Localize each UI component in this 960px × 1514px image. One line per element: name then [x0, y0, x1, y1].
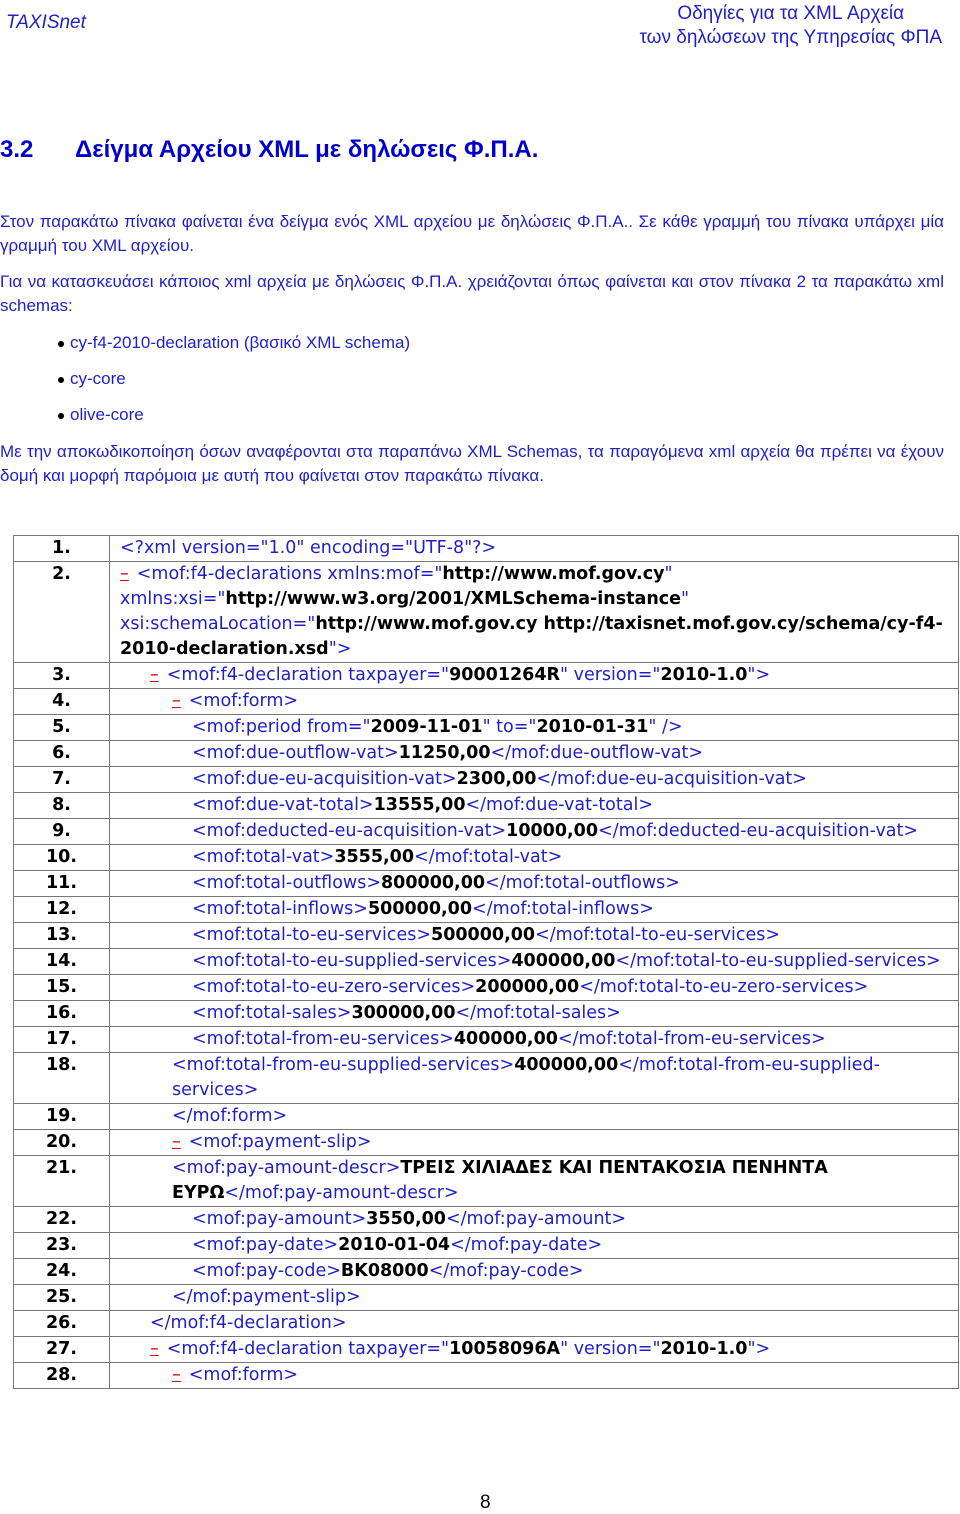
xml-line: [110, 1337, 959, 1363]
xml-markup: <mof:form>: [188, 691, 299, 711]
xml-markup: <mof:pay-amount-descr>: [172, 1158, 401, 1178]
line-number: 26.: [14, 1311, 110, 1337]
table-row: [14, 562, 959, 663]
xml-line: [110, 663, 959, 689]
xml-line: [110, 1001, 959, 1027]
xml-line: [110, 562, 959, 663]
list-item-label: cy-core: [70, 369, 126, 388]
xml-value: 800000,00: [381, 873, 486, 893]
line-number: 16.: [14, 1001, 110, 1027]
collapse-dash-icon[interactable]: –: [150, 665, 159, 685]
xml-markup: </mof:total-outflows>: [485, 873, 680, 893]
xml-line: [110, 1311, 959, 1337]
xml-markup: <mof:total-vat>: [192, 847, 335, 867]
table-row: [14, 663, 959, 689]
line-number: 11.: [14, 871, 110, 897]
schema-list: [58, 331, 410, 439]
table-row: [14, 1156, 959, 1207]
xml-markup: <mof:pay-date>: [192, 1235, 339, 1255]
bullet-icon: [58, 341, 64, 347]
list-item: [58, 331, 410, 367]
table-row: [14, 923, 959, 949]
section-heading: [0, 136, 538, 164]
xml-markup: </mof:form>: [172, 1106, 288, 1126]
line-number: 28.: [14, 1363, 110, 1389]
xml-line: [110, 1104, 959, 1130]
line-number: 22.: [14, 1207, 110, 1233]
xml-value: 400000,00: [514, 1055, 619, 1075]
list-item: [58, 367, 410, 403]
xml-value: 2010-1.0: [660, 1339, 748, 1359]
xml-value: 13555,00: [373, 795, 466, 815]
line-number: 4.: [14, 689, 110, 715]
xml-markup: " xmlns:xsi=": [120, 564, 673, 609]
xml-value: 10000,00: [506, 821, 599, 841]
xml-markup: <mof:total-to-eu-zero-services>: [192, 977, 476, 997]
xml-markup: </mof:due-vat-total>: [465, 795, 653, 815]
line-number: 9.: [14, 819, 110, 845]
xml-line: [110, 923, 959, 949]
xml-markup: <mof:f4-declaration taxpayer=": [166, 665, 450, 685]
xml-value: ΤΡΕΙΣ ΧΙΛΙΑΔΕΣ ΚΑΙ ΠΕΝΤΑΚΟΣΙΑ ΠΕΝΗΝΤΑ ΕΥΡΩ: [172, 1158, 828, 1203]
xml-value: 90001264R: [449, 665, 560, 685]
line-number: 1.: [14, 536, 110, 562]
xml-line: [110, 975, 959, 1001]
line-number: 19.: [14, 1104, 110, 1130]
line-number: 5.: [14, 715, 110, 741]
xml-markup: <mof:total-outflows>: [192, 873, 381, 893]
line-number: 24.: [14, 1259, 110, 1285]
xml-line: [110, 1130, 959, 1156]
xml-markup: </mof:f4-declaration>: [150, 1313, 347, 1333]
xml-markup: " xsi:schemaLocation=": [120, 589, 690, 634]
line-number: 3.: [14, 663, 110, 689]
xml-value: 2009-11-01: [370, 717, 483, 737]
xml-line: [110, 793, 959, 819]
xml-markup: <mof:total-inflows>: [192, 899, 368, 919]
table-row: [14, 741, 959, 767]
line-number: 18.: [14, 1053, 110, 1104]
table-row: [14, 871, 959, 897]
xml-markup: <?xml version="1.0" encoding="UTF-8"?>: [120, 538, 497, 558]
xml-markup: </mof:total-sales>: [455, 1003, 621, 1023]
xml-markup: ">: [747, 1339, 771, 1359]
xml-markup: <mof:deducted-eu-acquisition-vat>: [192, 821, 507, 841]
table-row: [14, 1259, 959, 1285]
xml-markup: <mof:due-eu-acquisition-vat>: [192, 769, 457, 789]
intro-paragraph: Στον παρακάτω πίνακα φαίνεται ένα δείγμα ενός XML αρχείου με δηλώσεις Φ.Π.Α.. Σε κάθε γραμμή του πίνακα υπάρχει μία γραμμή του XML αρχείου.: [0, 212, 944, 255]
xml-markup: </mof:pay-date>: [450, 1235, 603, 1255]
xml-markup: <mof:due-outflow-vat>: [192, 743, 399, 763]
table-row: [14, 793, 959, 819]
xml-value: 3550,00: [366, 1209, 446, 1229]
xml-value: 11250,00: [398, 743, 491, 763]
xml-markup: " to=": [482, 717, 537, 737]
xml-value: BK08000: [340, 1261, 429, 1281]
xml-markup: </mof:total-from-eu-services>: [557, 1029, 826, 1049]
xml-value: 2010-01-04: [338, 1235, 451, 1255]
table-row: [14, 975, 959, 1001]
xml-line: [110, 819, 959, 845]
xml-markup: <mof:form>: [188, 1365, 299, 1385]
structure-paragraph: Με την αποκωδικοποίηση όσων αναφέρονται στα παραπάνω XML Schemas, τα παραγόμενα xml αρχεία θα πρέπει να έχουν δομή και μορφή παρόμοια με αυτή που φαίνεται στον παρακάτω πίνακα.: [0, 442, 944, 485]
line-number: 23.: [14, 1233, 110, 1259]
xml-value: 400000,00: [453, 1029, 558, 1049]
xml-markup: </mof:total-to-eu-supplied-services>: [615, 951, 941, 971]
list-item-label: olive-core: [70, 405, 144, 424]
xml-value: http://www.w3.org/2001/XMLSchema-instance: [225, 589, 682, 609]
line-number: 21.: [14, 1156, 110, 1207]
xml-line: [110, 536, 959, 562]
xml-value: 300000,00: [351, 1003, 456, 1023]
xml-markup: </mof:pay-amount>: [445, 1209, 627, 1229]
line-number: 8.: [14, 793, 110, 819]
line-number: 7.: [14, 767, 110, 793]
header-title: [639, 2, 942, 50]
xml-line: [110, 1156, 959, 1207]
table-row: [14, 845, 959, 871]
xml-line: [110, 897, 959, 923]
xml-line: [110, 1363, 959, 1389]
table-row: [14, 1027, 959, 1053]
xml-markup: </mof:due-outflow-vat>: [490, 743, 704, 763]
table-row: [14, 767, 959, 793]
collapse-dash-icon[interactable]: –: [150, 1339, 159, 1359]
xml-value: 500000,00: [431, 925, 536, 945]
xml-markup: " version=": [560, 665, 661, 685]
xml-markup: </mof:total-inflows>: [472, 899, 654, 919]
xml-markup: <mof:f4-declarations xmlns:mof=": [136, 564, 443, 584]
table-row: [14, 1053, 959, 1104]
line-number: 27.: [14, 1337, 110, 1363]
table-row: [14, 1207, 959, 1233]
xml-markup: <mof:period from=": [192, 717, 371, 737]
table-row: [14, 1337, 959, 1363]
line-number: 25.: [14, 1285, 110, 1311]
line-number: 20.: [14, 1130, 110, 1156]
xml-markup: <mof:total-to-eu-services>: [192, 925, 432, 945]
xml-markup: " version=": [560, 1339, 661, 1359]
xml-markup: <mof:f4-declaration taxpayer=": [166, 1339, 450, 1359]
xml-line: [110, 1259, 959, 1285]
table-row: [14, 1285, 959, 1311]
bullet-icon: [58, 377, 64, 383]
xml-value: 3555,00: [334, 847, 415, 867]
line-number: 14.: [14, 949, 110, 975]
xml-line: [110, 1233, 959, 1259]
xml-markup: </mof:deducted-eu-acquisition-vat>: [598, 821, 919, 841]
xml-line: [110, 949, 959, 975]
table-row: [14, 1363, 959, 1389]
list-item-label: cy-f4-2010-declaration (βασικό XML schema): [70, 333, 411, 352]
xml-markup: <mof:pay-code>: [192, 1261, 341, 1281]
table-row: [14, 1233, 959, 1259]
line-number: 15.: [14, 975, 110, 1001]
schemas-paragraph: Για να κατασκευάσει κάποιος xml αρχεία με δηλώσεις Φ.Π.Α. χρειάζονται όπως φαίνεται και στον πίνακα 2 τα παρακάτω xml schemas:: [0, 272, 944, 315]
xml-value: 500000,00: [367, 899, 473, 919]
table-row: [14, 689, 959, 715]
xml-markup: <mof:total-from-eu-supplied-services>: [172, 1055, 515, 1075]
xml-markup: <mof:payment-slip>: [188, 1132, 372, 1152]
table-row: [14, 536, 959, 562]
xml-markup: </mof:total-to-eu-zero-services>: [579, 977, 869, 997]
xml-value: 200000,00: [475, 977, 580, 997]
xml-line: [110, 715, 959, 741]
collapse-dash-icon[interactable]: –: [172, 691, 181, 711]
xml-markup: ">: [747, 665, 771, 685]
line-number: 17.: [14, 1027, 110, 1053]
collapse-dash-icon[interactable]: –: [120, 564, 129, 584]
xml-markup: </mof:due-eu-acquisition-vat>: [536, 769, 807, 789]
header-title-line1: Οδηγίες για τα XML Αρχεία: [677, 3, 905, 24]
xml-markup: </mof:pay-code>: [428, 1261, 584, 1281]
xml-markup: </mof:total-vat>: [414, 847, 563, 867]
line-number: 13.: [14, 923, 110, 949]
xml-value: 2010-1.0: [660, 665, 748, 685]
page-number: 8: [480, 1492, 491, 1513]
xml-line: [110, 845, 959, 871]
xml-markup: <mof:total-to-eu-supplied-services>: [192, 951, 512, 971]
xml-markup: </mof:total-to-eu-services>: [535, 925, 781, 945]
section-number: 3.2: [0, 136, 34, 163]
xml-value: 400000,00: [511, 951, 616, 971]
line-number: 12.: [14, 897, 110, 923]
xml-line: [110, 1207, 959, 1233]
line-number: 6.: [14, 741, 110, 767]
xml-line: [110, 1027, 959, 1053]
xml-line: [110, 767, 959, 793]
xml-markup: </mof:total-from-eu-supplied-services>: [172, 1055, 880, 1100]
line-number: 2.: [14, 562, 110, 663]
xml-markup: <mof:due-vat-total>: [192, 795, 374, 815]
xml-markup: " />: [648, 717, 683, 737]
table-row: [14, 1001, 959, 1027]
xml-line: [110, 741, 959, 767]
collapse-dash-icon[interactable]: –: [172, 1365, 181, 1385]
xml-value: http://www.mof.gov.cy: [442, 564, 665, 584]
xml-sample-table: [13, 535, 959, 1389]
xml-value: 2010-01-31: [536, 717, 649, 737]
xml-line: [110, 1285, 959, 1311]
header-title-line2: των δηλώσεων της Υπηρεσίας ΦΠΑ: [639, 27, 942, 48]
xml-markup: <mof:total-sales>: [192, 1003, 352, 1023]
bullet-icon: [58, 413, 64, 419]
table-row: [14, 819, 959, 845]
table-row: [14, 1104, 959, 1130]
table-row: [14, 897, 959, 923]
header-brand: TAXISnet: [6, 12, 86, 33]
table-row: [14, 715, 959, 741]
table-row: [14, 1130, 959, 1156]
section-title: Δείγμα Αρχείου XML με δηλώσεις Φ.Π.Α.: [75, 136, 539, 163]
xml-value: http://www.mof.gov.cy http://taxisnet.mof.gov.cy/schema/cy-f4-2010-declaration.xsd: [120, 614, 943, 659]
collapse-dash-icon[interactable]: –: [172, 1132, 181, 1152]
xml-line: [110, 1053, 959, 1104]
xml-markup: ">: [328, 639, 352, 659]
xml-markup: <mof:pay-amount>: [192, 1209, 367, 1229]
table-row: [14, 1311, 959, 1337]
table-row: [14, 949, 959, 975]
xml-markup: </mof:payment-slip>: [172, 1287, 361, 1307]
xml-value: 10058096A: [449, 1339, 561, 1359]
xml-markup: <mof:total-from-eu-services>: [192, 1029, 454, 1049]
xml-value: 2300,00: [456, 769, 537, 789]
xml-markup: </mof:pay-amount-descr>: [224, 1183, 459, 1203]
xml-line: [110, 689, 959, 715]
line-number: 10.: [14, 845, 110, 871]
list-item: [58, 403, 410, 439]
xml-line: [110, 871, 959, 897]
